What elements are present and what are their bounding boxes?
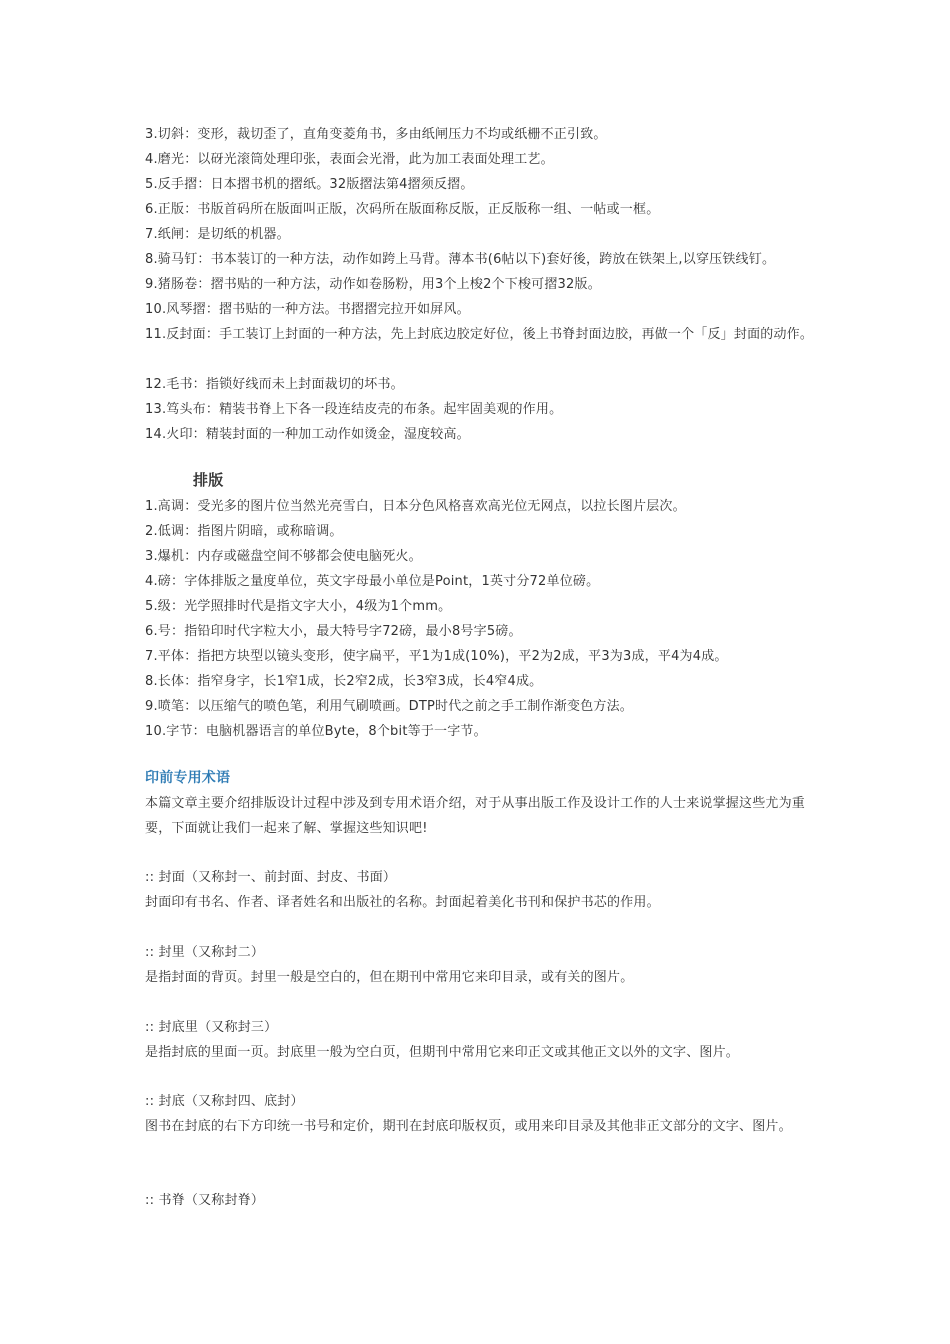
typesetting-item-6: 6.号：指铅印时代字粒大小，最大特号字72磅，最小8号字5磅。 <box>145 624 522 639</box>
typesetting-item-10: 10.字节：电脑机器语言的单位Byte，8个bit等于一字节。 <box>145 724 487 739</box>
binding-term-13: 13.笃头布：精装书脊上下各一段连结皮壳的布条。起牢固美观的作用。 <box>145 402 563 417</box>
prepress-heading: 印前专用术语 <box>145 770 231 786</box>
typesetting-item-8: 8.长体：指窄身字，长1窄1成，长2窄2成，长3窄3成，长4窄4成。 <box>145 674 543 689</box>
binding-term-8: 8.骑马钉：书本装订的一种方法，动作如跨上马背。薄本书(6帖以下)套好後，跨放在铁架上,以穿压铁线钉。 <box>145 252 776 267</box>
term-inside-back-desc: 是指封底的里面一页。封底里一般为空白页，但期刊中常用它来印正文或其他正文以外的文字、图片。 <box>145 1045 740 1060</box>
term-cover-desc: 封面印有书名、作者、译者姓名和出版社的名称。封面起着美化书刊和保护书芯的作用。 <box>145 895 660 910</box>
term-inside-back-title: :: 封底里（又称封三） <box>145 1020 278 1035</box>
typesetting-item-4: 4.磅：字体排版之量度单位，英文字母最小单位是Point，1英寸分72单位磅。 <box>145 574 600 589</box>
typesetting-item-9: 9.喷笔：以压缩气的喷色笔，利用气刷喷画。DTP时代之前之手工制作渐变色方法。 <box>145 699 633 714</box>
term-back-cover-title: :: 封底（又称封四、底封） <box>145 1094 304 1109</box>
binding-term-3: 3.切斜：变形，裁切歪了，直角变菱角书，多由纸闸压力不均或纸栅不正引致。 <box>145 127 607 142</box>
binding-term-6: 6.正版：书版首码所在版面叫正版，次码所在版面称反版，正反版称一组、一帖或一框。 <box>145 202 660 217</box>
binding-term-7: 7.纸闸：是切纸的机器。 <box>145 227 290 242</box>
binding-term-12: 12.毛书：指锁好线而未上封面裁切的坏书。 <box>145 377 404 392</box>
typesetting-item-2: 2.低调：指图片阴暗，或称暗调。 <box>145 524 343 539</box>
term-cover-title: :: 封面（又称封一、前封面、封皮、书面） <box>145 870 397 885</box>
binding-term-4: 4.磨光：以砑光滚筒处理印张，表面会光滑，此为加工表面处理工艺。 <box>145 152 554 167</box>
typesetting-item-5: 5.级：光学照排时代是指文字大小，4级为1个mm。 <box>145 599 452 614</box>
term-back-cover-desc: 图书在封底的右下方印统一书号和定价，期刊在封底印版权页，或用来印目录及其他非正文部分的文字、图片。 <box>145 1119 792 1134</box>
term-inside-cover-desc: 是指封面的背页。封里一般是空白的，但在期刊中常用它来印目录，或有关的图片。 <box>145 970 634 985</box>
typesetting-heading: 排版 <box>193 471 224 489</box>
term-inside-cover-title: :: 封里（又称封二） <box>145 945 265 960</box>
binding-term-11: 11.反封面：手工装订上封面的一种方法，先上封底边胶定好位，後上书脊封面边胶，再做一个「反」封面的动作。 <box>145 327 814 342</box>
binding-term-14: 14.火印：精装封面的一种加工动作如烫金，湿度较高。 <box>145 427 470 442</box>
binding-term-5: 5.反手摺：日本摺书机的摺纸。32版摺法第4摺须反摺。 <box>145 177 474 192</box>
prepress-intro: 本篇文章主要介绍排版设计过程中涉及到专用术语介绍，对于从事出版工作及设计工作的人士来说掌握这些尤为重要，下面就让我们一起来了解、掌握这些知识吧! <box>145 796 806 836</box>
typesetting-item-1: 1.高调：受光多的图片位当然光亮雪白，日本分色风格喜欢高光位无网点，以拉长图片层次。 <box>145 499 686 514</box>
binding-term-10: 10.风琴摺：摺书贴的一种方法。书摺摺完拉开如屏风。 <box>145 302 470 317</box>
typesetting-item-7: 7.平体：指把方块型以镜头变形，使字扁平，平1为1成(10%)，平2为2成，平3为3成，平4为4成。 <box>145 649 728 664</box>
term-spine-title: :: 书脊（又称封脊） <box>145 1193 265 1208</box>
typesetting-item-3: 3.爆机：内存或磁盘空间不够都会使电脑死火。 <box>145 549 422 564</box>
binding-term-9: 9.猪肠卷：摺书贴的一种方法，动作如卷肠粉，用3个上梭2个下梭可摺32版。 <box>145 277 601 292</box>
